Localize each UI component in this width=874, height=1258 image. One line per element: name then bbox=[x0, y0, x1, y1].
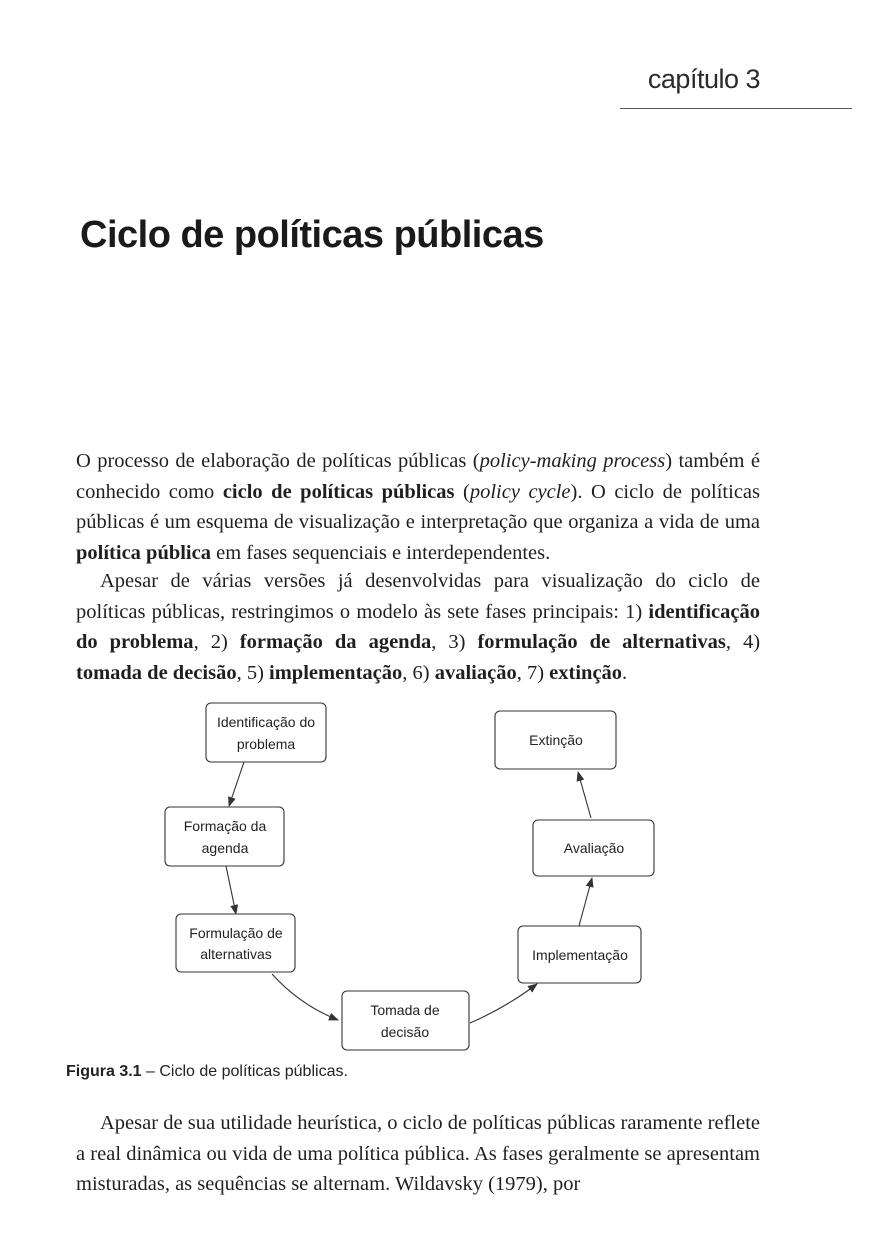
paragraph-continuation bbox=[76, 1108, 760, 1200]
arrow-identificacao-to-formacao bbox=[229, 762, 244, 806]
chapter-label: capítulo 3 bbox=[647, 64, 760, 94]
text-run: , 4) bbox=[725, 631, 761, 653]
text-run: , 6) bbox=[402, 661, 435, 684]
node-label: Tomada de bbox=[370, 1002, 440, 1018]
text-run: , 7) bbox=[516, 661, 550, 684]
figure-caption-text: – Ciclo de políticas públicas. bbox=[141, 1063, 348, 1080]
phase-term: implementação bbox=[269, 661, 403, 684]
arrow-implementacao-to-avaliacao bbox=[579, 878, 592, 926]
text-run: ) também é conhecido como bbox=[76, 450, 761, 503]
node-formulacao-de-alternativas bbox=[176, 914, 295, 972]
text-run: ( bbox=[454, 480, 470, 503]
node-label: Extinção bbox=[529, 732, 583, 748]
figure-caption bbox=[66, 1063, 348, 1081]
node-label: Identificação do bbox=[216, 714, 316, 730]
node-label: Implementação bbox=[532, 947, 628, 963]
phase-term: formulação de alternativas bbox=[477, 631, 726, 653]
node-tomada-de-decisao bbox=[342, 991, 469, 1050]
term-ciclo-de-politicas: ciclo de políticas públicas bbox=[222, 480, 455, 503]
node-label: Formação da bbox=[183, 818, 267, 834]
node-implementacao bbox=[518, 926, 641, 983]
phase-term: identificação do problema bbox=[76, 600, 760, 653]
text-run: O processo de elaboração de políticas públicas ( bbox=[76, 450, 480, 472]
node-extincao bbox=[495, 711, 616, 769]
arrow-avaliacao-to-extincao bbox=[578, 772, 591, 818]
phase-term: extinção bbox=[549, 661, 623, 684]
text-run: Apesar de sua utilidade heurística, o ciclo de políticas públicas raramente reflete a real dinâmica ou vida de uma política pública. As fases geralmente se apresentam misturadas, as sequências se alternam. Wildavsky (1979), por bbox=[76, 1112, 760, 1195]
text-run: , 3) bbox=[431, 631, 478, 653]
text-run: Apesar de várias versões já desenvolvidas para visualização do ciclo de políticas públicas, restringimos o modelo às sete fases principais: 1) bbox=[76, 570, 760, 623]
node-identificacao-do-problema bbox=[206, 703, 326, 762]
term-policy-cycle: policy cycle bbox=[469, 480, 571, 503]
phase-term: formação da agenda bbox=[239, 631, 432, 653]
node-label: Avaliação bbox=[563, 840, 625, 856]
phase-term: tomada de decisão bbox=[76, 661, 237, 684]
node-avaliacao bbox=[533, 820, 654, 876]
node-label: decisão bbox=[380, 1024, 430, 1040]
arrow-formacao-to-formulacao bbox=[226, 866, 236, 914]
chapter-title: Ciclo de políticas públicas bbox=[80, 214, 544, 256]
node-label: alternativas bbox=[200, 946, 272, 962]
text-run: em fases sequenciais e interdependentes. bbox=[210, 541, 551, 564]
text-run: , 5) bbox=[236, 661, 270, 684]
figure-label: Figura 3.1 bbox=[66, 1063, 142, 1080]
node-label: problema bbox=[236, 736, 296, 752]
node-label: Formulação de bbox=[189, 925, 283, 941]
arrow-tomada-to-implementacao bbox=[470, 984, 537, 1023]
node-label: agenda bbox=[201, 840, 249, 856]
arrow-formulacao-to-tomada bbox=[272, 974, 338, 1020]
node-formacao-da-agenda bbox=[165, 807, 284, 866]
text-run: . bbox=[622, 661, 628, 684]
text-run: ). O ciclo de políticas públicas é um esquema de visualização e interpretação que organiza a vida de uma bbox=[76, 480, 760, 533]
text-run: , 2) bbox=[193, 631, 240, 653]
phase-term: avaliação bbox=[434, 661, 517, 684]
term-policy-making-process: policy-making process bbox=[479, 450, 666, 472]
term-politica-publica: política pública bbox=[76, 541, 211, 564]
